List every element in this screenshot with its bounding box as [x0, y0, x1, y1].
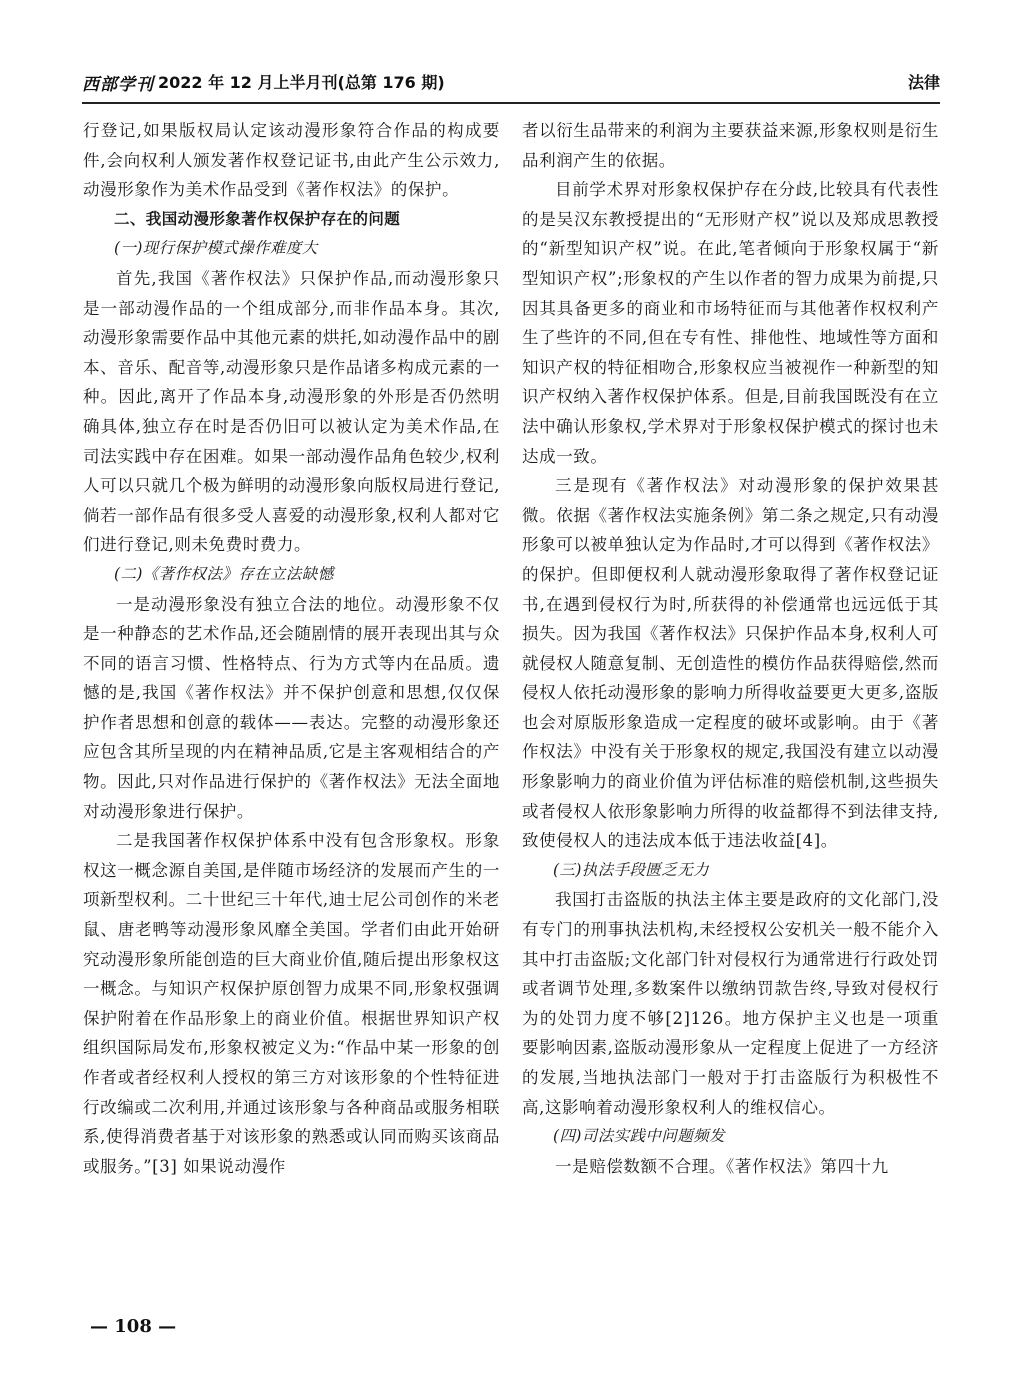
journal-logo: 西部学刊 — [82, 75, 154, 95]
header-rule — [82, 102, 940, 104]
section-label: 法律 — [907, 73, 940, 92]
right-column — [522, 116, 939, 1181]
subsection-heading: (三)执法手段匮乏无力 — [553, 860, 709, 879]
left-column — [83, 116, 500, 1181]
page-number: — 108 — — [90, 1316, 177, 1337]
body-paragraph: 三是现有《著作权法》对动漫形象的保护效果甚微。依据《著作权法实施条例》第二条之规定,只有动漫形象可以被单独认定为作品时,才可以得到《著作权法》的保护。但即便权利人就动漫形象取得了著作权登记证书,在遇到侵权行为时,所获得的补偿通常也远远低于其损失。因为我国《著作权法》只保护作品本身,权利人可就侵权人随意复制、无创造性的模仿作品获得赔偿,然而侵权人依托动漫形象的影响力所得收益要更大更多,盗版也会对原版形象造成一定程度的破坏或影响。由于《著作权法》中没有关于形象权的规定,我国没有建立以动漫形象影响力的商业价值为评估标准的赔偿机制,这些损失或者侵权人依形象影响力所得的收益都得不到法律支持,致使侵权人的违法成本低于违法收益[4]。 — [522, 476, 939, 851]
body-paragraph: 一是赔偿数额不合理。《著作权法》第四十九 — [555, 1156, 889, 1176]
section-heading: 二、我国动漫形象著作权保护存在的问题 — [114, 209, 401, 228]
body-paragraph: 一是动漫形象没有独立合法的地位。动漫形象不仅是一种静态的艺术作品,还会随剧情的展开表现出其与众不同的语言习惯、性格特点、行为方式等内在品质。遗憾的是,我国《著作权法》并不保护创意和思想,仅仅保护作者思想和创意的载体——表达。完整的动漫形象还应包含其所呈现的内在精神品质,它是主客观相结合的产物。因此,只对作品进行保护的《著作权法》无法全面地对动漫形象进行保护。 — [83, 594, 500, 821]
running-header — [82, 66, 940, 96]
body-paragraph: 首先,我国《著作权法》只保护作品,而动漫形象只是一部动漫作品的一个组成部分,而非作品本身。其次,动漫形象需要作品中其他元素的烘托,如动漫作品中的剧本、音乐、配音等,动漫形象只是作品诸多构成元素的一种。因此,离开了作品本身,动漫形象的外形是否仍然明确具体,独立存在时是否仍旧可以被认定为美术作品,在司法实践中存在困难。如果一部动漫作品角色较少,权利人可以只就几个极为鲜明的动漫形象向版权局进行登记,倘若一部作品有很多受人喜爱的动漫形象,权利人都对它们进行登记,则未免费时费力。 — [83, 268, 500, 555]
subsection-heading: (一)现行保护模式操作难度大 — [114, 239, 318, 258]
body-paragraph: 二是我国著作权保护体系中没有包含形象权。形象权这一概念源自美国,是伴随市场经济的发展而产生的一项新型权利。二十世纪三十年代,迪士尼公司创作的米老鼠、唐老鸭等动漫形象风靡全美国。学者们由此开始研究动漫形象所能创造的巨大商业价值,随后提出形象权这一概念。与知识产权保护原创智力成果不同,形象权强调保护附着在作品形象上的商业价值。根据世界知识产权组织国际局发布,形象权被定义为:“作品中某一形象的创作者或者经权利人授权的第三方对该形象的个性特征进行改编或二次利用,并通过该形象与各种商品或服务相联系,使得消费者基于对该形象的熟悉或认同而购买该商品或服务。”[3] 如果说动漫作 — [83, 831, 500, 1176]
body-paragraph: 行登记,如果版权局认定该动漫形象符合作品的构成要件,会向权利人颁发著作权登记证书,由此产生公示效力,动漫形象作为美术作品受到《著作权法》的保护。 — [83, 121, 500, 200]
subsection-heading: (二)《著作权法》存在立法缺憾 — [114, 564, 334, 583]
body-paragraph: 我国打击盗版的执法主体主要是政府的文化部门,没有专门的刑事执法机构,未经授权公安机关一般不能介入其中打击盗版;文化部门针对侵权行为通常进行行政处罚或者调节处理,多数案件以缴纳罚款告终,导致对侵权行为的处罚力度不够[2]126。地方保护主义也是一项重要影响因素,盗版动漫形象从一定程度上促进了一方经济的发展,当地执法部门一般对于打击盗版行为积极性不高,这影响着动漫形象权利人的维权信心。 — [522, 890, 939, 1117]
body-paragraph: 目前学术界对形象权保护存在分歧,比较具有代表性的是吴汉东教授提出的“无形财产权”说以及郑成思教授的“新型知识产权”说。在此,笔者倾向于形象权属于“新型知识产权”;形象权的产生以作者的智力成果为前提,只因其具备更多的商业和市场特征而与其他著作权权利产生了些许的不同,但在专有性、排他性、地域性等方面和知识产权的特征相吻合,形象权应当被视作一种新型的知识产权纳入著作权保护体系。但是,目前我国既没有在立法中确认形象权,学术界对于形象权保护模式的探讨也未达成一致。 — [522, 180, 939, 466]
body-paragraph: 者以衍生品带来的利润为主要获益来源,形象权则是衍生品利润产生的依据。 — [522, 121, 939, 170]
issue-title: 2022 年 12 月上半月刊(总第 176 期) — [158, 73, 445, 92]
subsection-heading: (四)司法实践中问题频发 — [553, 1127, 725, 1146]
